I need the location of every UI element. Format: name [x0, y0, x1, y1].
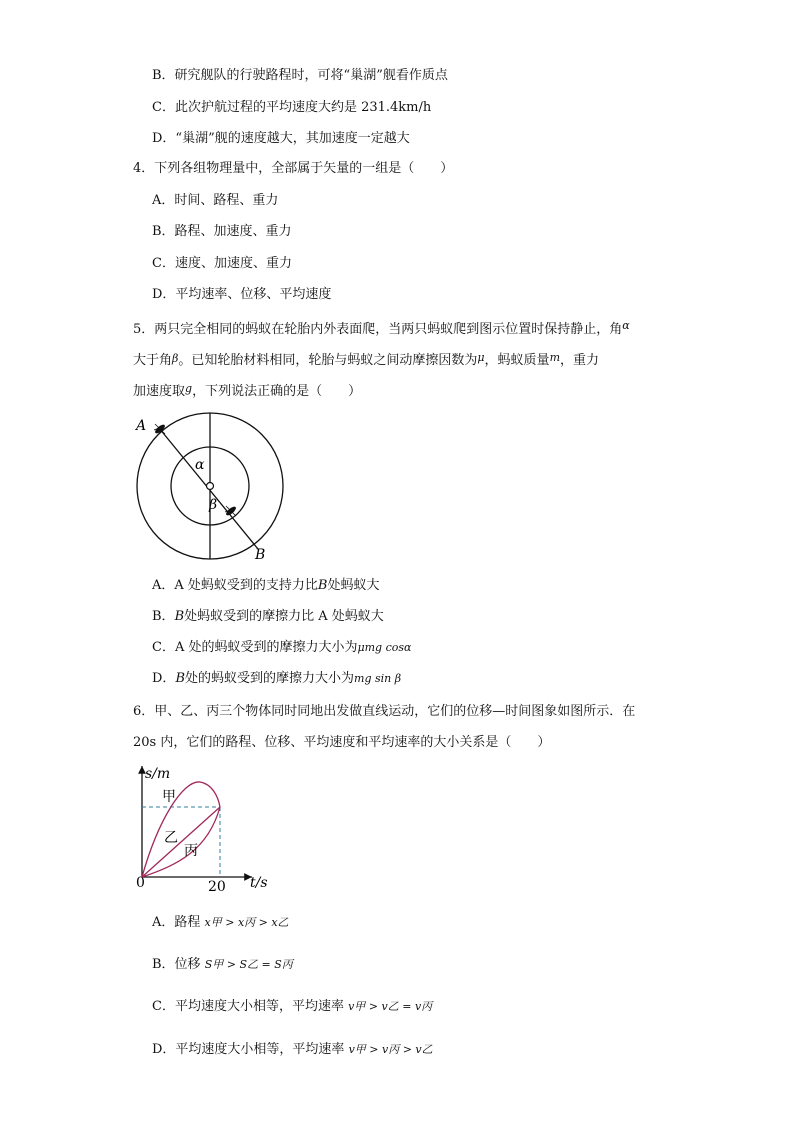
q6-option-d-prefix: D．平均速度大小相等，平均速率: [152, 1042, 345, 1057]
q6-option-a: [152, 913, 289, 933]
q5-option-c: [152, 638, 411, 658]
q5-stem-line2: [133, 348, 599, 371]
q5-option-b-prefix: B．: [152, 609, 175, 624]
q3-option-c: C．此次护航过程的平均速度大约是 231.4km/h: [152, 100, 432, 115]
q6-stem-line2: 20s 内，它们的路程、位移、平均速度和平均速率的大小关系是（ ）: [133, 735, 551, 750]
q5-mu: μ: [477, 351, 485, 364]
q5-option-d-mid: 处的蚂蚁受到的摩擦力大小为: [185, 671, 355, 686]
label-a: A: [136, 418, 147, 434]
q4-option-b: B．路程、加速度、重力: [152, 224, 292, 239]
q5-g: g: [185, 382, 193, 395]
q5-option-c-formula: μmg cosα: [357, 641, 412, 654]
q6-option-d-expr: v甲 > v丙 > v乙: [348, 1043, 433, 1056]
q5-stem-text2c: ，蚂蚁质量: [484, 353, 550, 368]
center-point: [207, 483, 214, 490]
q5-beta: β: [172, 352, 179, 365]
q6-option-c-prefix: C．平均速度大小相等，平均速率: [152, 999, 344, 1014]
q6-option-c: [152, 997, 432, 1017]
q6-option-b-prefix: B．位移: [152, 957, 201, 972]
q5-alpha: α: [622, 319, 630, 332]
q5-m: m: [549, 351, 560, 364]
q3-option-d: D．“巢湖”舰的速度越大，其加速度一定越大: [152, 131, 410, 146]
q5-option-b: [152, 607, 384, 627]
q5-stem-text2d: ，重力: [560, 353, 600, 368]
q5-stem-line3: [133, 379, 361, 402]
q5-option-d: [152, 669, 401, 689]
label-beta: β: [209, 497, 218, 513]
q4-stem: 4．下列各组物理量中，全部属于矢量的一组是（ ）: [133, 161, 454, 176]
x-axis-label: t/s: [250, 875, 268, 891]
q5-stem-text2b: 。已知轮胎材料相同，轮胎与蚂蚁之间动摩擦因数为: [178, 353, 478, 368]
displacement-time-graph: [128, 760, 278, 898]
origin-label: 0: [136, 875, 145, 891]
curve-jia: [142, 782, 220, 877]
q5-option-b-b: B: [174, 609, 185, 624]
q5-option-d-prefix: D．: [152, 671, 176, 686]
q5-option-d-b: B: [175, 671, 185, 686]
label-bing: 丙: [184, 843, 198, 859]
y-axis-label: s/m: [145, 766, 171, 782]
q5-stem-text3b: ，下列说法正确的是（ ）: [192, 384, 362, 399]
label-b: B: [255, 547, 266, 563]
q6-option-a-prefix: A．路程: [152, 915, 201, 930]
q5-option-a-text: A．A 处蚂蚁受到的支持力比: [152, 578, 318, 593]
q6-option-c-expr: v甲 > v乙 = v丙: [348, 1000, 433, 1013]
q4-option-a: A．时间、路程、重力: [152, 193, 279, 208]
q5-option-b-tail: 处蚂蚁受到的摩擦力比 A 处蚂蚁大: [184, 609, 384, 624]
q6-option-b-expr: S甲 > S乙 = S丙: [204, 958, 293, 971]
x-tick-20: 20: [208, 879, 226, 895]
q5-option-a: [152, 576, 380, 596]
q5-option-a-b: B: [317, 578, 328, 593]
q4-option-c: C．速度、加速度、重力: [152, 256, 292, 271]
q3-option-b: B．研究舰队的行驶路程时，可将“巢湖”舰看作质点: [152, 68, 448, 83]
q5-stem-text3a: 加速度取: [133, 384, 186, 399]
q6-option-a-expr: x甲 > x丙 > x乙: [204, 916, 289, 929]
q5-option-d-formula: mg sin β: [354, 672, 402, 685]
q6-option-b: [152, 955, 293, 975]
q5-option-a-tail: 处蚂蚁大: [327, 578, 380, 593]
label-alpha: α: [195, 457, 205, 473]
q5-option-c-text: C．A 处的蚂蚁受到的摩擦力大小为: [152, 640, 358, 655]
q5-stem-text2a: 大于角: [133, 353, 173, 368]
label-yi: 乙: [164, 830, 178, 846]
q6-option-d: [152, 1040, 433, 1060]
q4-option-d: D．平均速率、位移、平均速度: [152, 287, 332, 302]
label-jia: 甲: [162, 789, 176, 805]
q5-stem-line1: [133, 316, 630, 340]
q5-stem-text1: 5．两只完全相同的蚂蚁在轮胎内外表面爬，当两只蚂蚁爬到图示位置时保持静止，角: [133, 322, 623, 337]
q6-stem-line1: 6．甲、乙、丙三个物体同时同地出发做直线运动，它们的位移—时间图象如图所示．在: [133, 704, 636, 719]
tire-diagram: [128, 408, 288, 568]
